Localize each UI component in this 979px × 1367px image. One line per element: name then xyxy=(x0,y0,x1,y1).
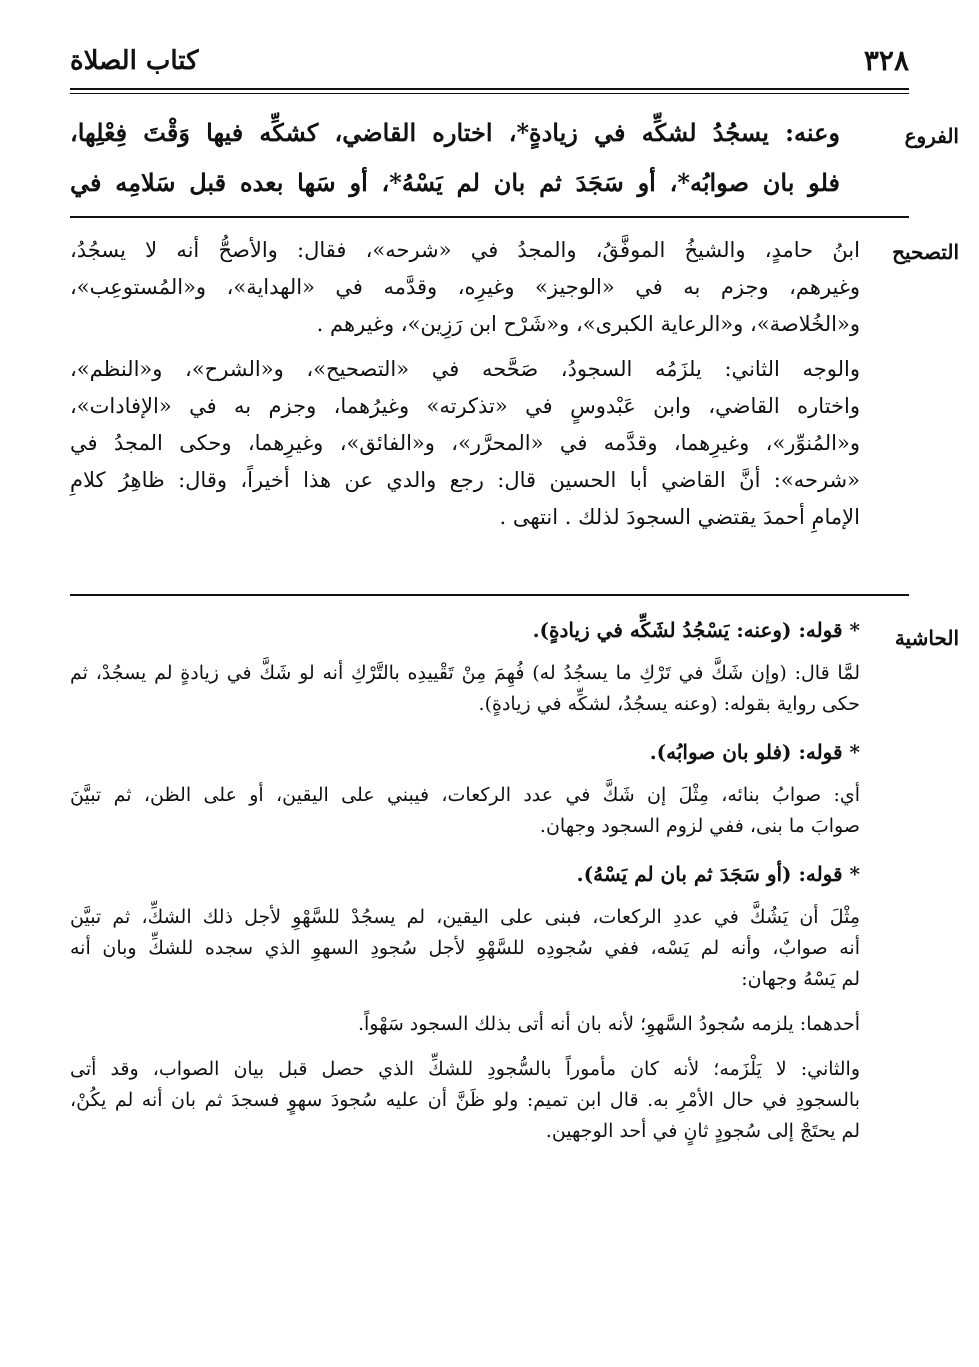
commentary-line: لمَّا قال: (وإن شَكَّ في تَرْكِ ما يسجُدُ له) فُهِمَ مِنْ تَقْييدِه بالتَّرْكِ أنه لو شَكَّ في زيادةٍ لم يسجُدْ، ثم xyxy=(70,662,860,684)
page-number: ٣٢٨ xyxy=(863,44,909,77)
tashih-line: «شرحه»: أنَّ القاضي أبا الحسين قال: رجع والدي عن هذا أخيراً، وقال: ظاهِرُ كلامِ xyxy=(70,468,860,492)
page-header xyxy=(70,40,909,90)
tashih-line: الإمامِ أحمدَ يقتضي السجودَ لذلك . انتهى . xyxy=(499,505,860,529)
commentary-line: مِثْلَ أن يَشُكَّ في عددِ الركعات، فبنى على اليقين، لم يسجُدْ للسَّهْوِ لأجل ذلك الشكِّ، ثم تبيَّن xyxy=(70,906,860,928)
tashih-line: و«الخُلاصة»، و«الرعاية الكبرى»، و«شَرْح ابن رَزِين»، وغيرهم . xyxy=(316,312,860,336)
tashih-line: و«المُنوِّر»، وغيرِهما، وقدَّمه في «المحرَّر»، و«الفائق»، وغيرِهما، وحكى المجدُ في xyxy=(70,431,860,455)
furu-section xyxy=(70,108,840,208)
hashiya-section xyxy=(70,612,860,1147)
commentary-line: أنه صوابٌ، وأنه لم يَسْه، ففي سُجودِه للسَّهْوِ لأجل سُجودِ السهوِ الذي سجده للشكِّ وبان أنه xyxy=(70,937,860,959)
furu-line: فلو بان صوابُه*، أو سَجَدَ ثم بان لم يَسْهُ*، أو سَها بعده قبل سَلامِه في xyxy=(70,168,840,197)
furu-line: وعنه: يسجُدُ لشكِّه في زيادةٍ*، اختاره القاضي، كشكِّه فيها وَقْتَ فِعْلِها، xyxy=(70,118,840,147)
commentary-heading: * قوله: (فلو بان صوابُه). xyxy=(649,740,860,764)
tashih-section xyxy=(70,232,860,536)
commentary-line: لم يَسْهُ وجهان: xyxy=(741,968,860,990)
furu-label: الفروع xyxy=(904,124,959,148)
tashih-line: واختاره القاضي، وابن عَبْدوسٍ في «تذكرته» وغيرُهما، وجزم به في «الإفادات»، xyxy=(70,394,860,418)
commentary-line: أي: صوابُ بنائه، مِثْلَ إن شَكَّ في عدد الركعات، فيبني على اليقين، أو على الظن، ثم تبيَّنَ xyxy=(70,784,860,806)
commentary-line: والثاني: لا يَلْزَمه؛ لأنه كان مأموراً بالسُّجودِ للشكِّ الذي حصل قبل بيان الصواب، وقد أتى xyxy=(70,1058,860,1080)
commentary-line: حكى رواية بقوله: (وعنه يسجُدُ، لشكِّه في زيادةٍ). xyxy=(478,693,860,715)
commentary-heading: * قوله: (وعنه: يَسْجُدُ لشَكِّه في زيادةٍ). xyxy=(532,618,860,642)
section-divider xyxy=(70,216,909,218)
tashih-line: والوجه الثاني: يلزَمُه السجودُ، صَحَّحه في «التصحيح»، و«الشرح»، و«النظم»، xyxy=(70,357,860,381)
section-divider xyxy=(70,594,909,596)
commentary-line: لم يحتَجْ إلى سُجودٍ ثانٍ في أحد الوجهين. xyxy=(545,1120,860,1142)
header-rule xyxy=(70,88,909,94)
commentary-line: بالسجودِ في حال الأمْرِ به. قال ابن تميم: ولو ظَنَّ أن عليه سُجودَ سهوٍ فسجدَ ثم بان أنه لم يكُنْ، xyxy=(70,1089,860,1111)
book-title: كتاب الصلاة xyxy=(70,46,199,76)
tashih-line: ابنُ حامدٍ، والشيخُ الموفَّقُ، والمجدُ في «شرحه»، فقال: والأصحُّ أنه لا يسجُدُ، xyxy=(70,238,860,262)
tashih-line: وغيرهم، وجزم به في «الوجيز» وغيرِه، وقدَّمه في «الهداية»، و«المُستوعِب»، xyxy=(70,275,860,299)
commentary-heading: * قوله: (أو سَجَدَ ثم بان لم يَسْهُ). xyxy=(576,862,860,886)
hashiya-label: الحاشية xyxy=(894,626,959,650)
commentary-line: أحدهما: يلزمه سُجودُ السَّهوِ؛ لأنه بان أنه أتى بذلك السجود سَهْواً. xyxy=(357,1013,860,1035)
commentary-line: صوابَ ما بنى، ففي لزوم السجود وجهان. xyxy=(539,815,860,837)
tashih-label: التصحيح xyxy=(892,240,959,264)
